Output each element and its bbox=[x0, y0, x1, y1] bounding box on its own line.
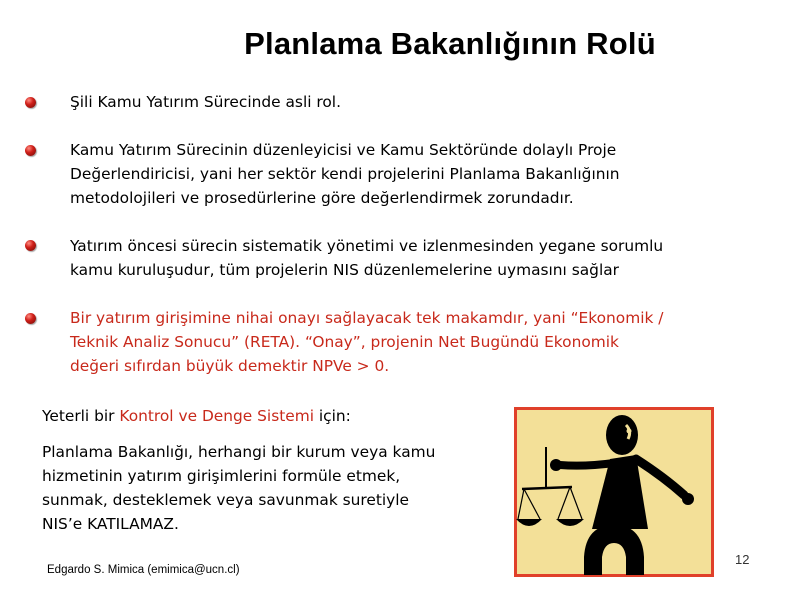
bullet-line: Kamu Yatırım Sürecinin düzenleyicisi ve Kamu Sektöründe dolaylı Proje bbox=[70, 141, 617, 159]
bullet-dot-icon bbox=[25, 97, 36, 108]
subheading bbox=[42, 404, 351, 428]
bullet-item-1 bbox=[70, 90, 770, 114]
bullet-item-3 bbox=[70, 234, 770, 282]
bullet-line: Yatırım öncesi sürecin sistematik yönetimi ve izlenmesinden yegane sorumlu bbox=[70, 237, 664, 255]
body-paragraph bbox=[42, 440, 512, 536]
bullet-line: Şili Kamu Yatırım Sürecinde asli rol. bbox=[70, 93, 341, 111]
bullet-dot-icon bbox=[25, 240, 36, 251]
bullet-dot-icon bbox=[25, 313, 36, 324]
subheading-suffix: için: bbox=[314, 407, 351, 425]
bullet-dot-icon bbox=[25, 145, 36, 156]
subheading-accent: Kontrol ve Denge Sistemi bbox=[119, 407, 314, 425]
bullet-line: kamu kuruluşudur, tüm projelerin NIS düzenlemelerine uymasını sağlar bbox=[70, 261, 619, 279]
bullet-line: metodolojileri ve prosedürlerine göre değerlendirmek zorundadır. bbox=[70, 189, 574, 207]
bullet-line: Bir yatırım girişimine nihai onayı sağlayacak tek makamdır, yani “Ekonomik / bbox=[70, 309, 664, 327]
justice-scales-figure-icon bbox=[514, 407, 714, 577]
bullet-item-2 bbox=[70, 138, 770, 210]
subheading-prefix: Yeterli bir bbox=[42, 407, 120, 425]
paragraph-line: NIS’e KATILAMAZ. bbox=[42, 515, 179, 533]
bullet-item-4 bbox=[70, 306, 770, 378]
footer-author: Edgardo S. Mimica (emimica@ucn.cl) bbox=[47, 564, 240, 576]
paragraph-line: hizmetinin yatırım girişimlerini formüle etmek, bbox=[42, 467, 401, 485]
bullet-line: Değerlendiricisi, yani her sektör kendi projelerini Planlama Bakanlığının bbox=[70, 165, 620, 183]
page-number: 12 bbox=[735, 552, 750, 567]
slide-title: Planlama Bakanlığının Rolü bbox=[244, 26, 656, 61]
paragraph-line: Planlama Bakanlığı, herhangi bir kurum veya kamu bbox=[42, 443, 436, 461]
bullet-line: değeri sıfırdan büyük demektir NPVe > 0. bbox=[70, 357, 390, 375]
bullet-line: Teknik Analiz Sonucu” (RETA). “Onay”, projenin Net Bugündü Ekonomik bbox=[70, 333, 619, 351]
paragraph-line: sunmak, desteklemek veya savunmak suretiyle bbox=[42, 491, 410, 509]
